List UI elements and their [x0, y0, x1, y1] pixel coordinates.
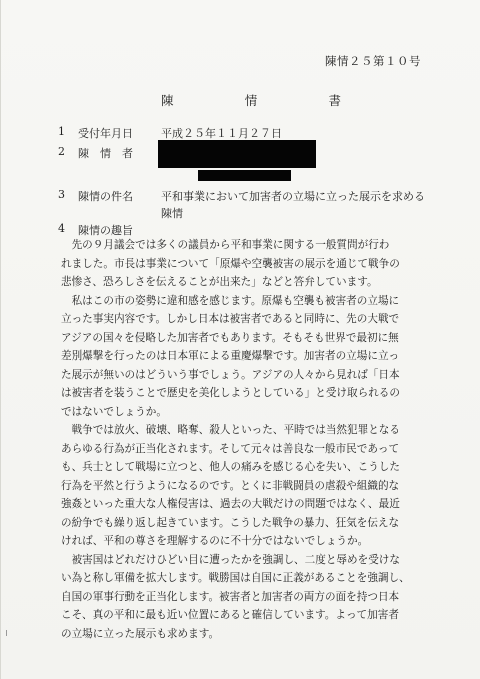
body-line: 差別爆撃を行ったのは日本軍による重慶爆撃です。加害者の立場に立っ [61, 350, 400, 362]
body-line: た展示が無いのはどういう事でしょう。アジアの人々から見れば「日本 [61, 368, 400, 381]
body-line: 被害国はどれだけひどい目に遭ったかを強調し、二度と辱めを受けな [71, 553, 400, 566]
field-label: 陳情の件名 [78, 190, 133, 203]
field-value: 平成２５年１１月２７日 [161, 127, 282, 140]
document-number: 陳情２５第１０号 [325, 54, 421, 68]
body-line: 私はこの市の姿勢に違和感を感じます。原爆も空襲も被害者の立場に [71, 294, 400, 307]
field-value-line: 陳情 [161, 207, 183, 220]
body-line: アジアの国々を侵略した加害者でもあります。そもそも世界で最初に無 [61, 331, 399, 344]
body-line: 戦争では放火、破壊、略奪、殺人といった、平時では当然犯罪となる [71, 424, 400, 436]
title-char: 陳 [161, 93, 174, 108]
redaction-block [158, 140, 316, 168]
body-line: ではないでしょうか。 [61, 405, 167, 418]
margin-mark [6, 630, 7, 636]
field-number: 4 [58, 222, 65, 235]
body-line: こそ、真の平和に最も近い位置にあると確信しています。よって加害者 [61, 609, 399, 621]
body-line: 悲惨さ、恐ろしさを伝えることが出来た」などと答弁しています。 [61, 276, 378, 288]
body-line: も、兵士として戦場に立つと、他人の痛みを感じる心を失い、こうした [61, 461, 400, 473]
title-char: 情 [244, 93, 258, 108]
body-line: あらゆる行為が正当化されます。そして元々は善良な一般市民であって [61, 442, 400, 455]
petition-body [61, 236, 431, 643]
field-label: 陳情の趣旨 [78, 224, 133, 237]
body-line: れました。市長は事業について「原爆や空襲被害の展示を通じて戦争の [61, 257, 400, 270]
body-line: は被害者を装うことで歴史を美化しようとしている」と受け取られるの [61, 387, 400, 399]
field-number: 2 [58, 145, 65, 158]
title-char: 書 [328, 93, 341, 108]
field-label: 陳 情 者 [78, 147, 133, 160]
body-line: 行為を平然と行うようになるのです。とくに非戦闘員の虐殺や組織的な [61, 479, 400, 492]
body-line: 強姦といった重大な人権侵害は、過去の大戦だけの問題ではなく、最近 [61, 498, 400, 510]
body-line: の立場に立った展示も求めます。 [61, 627, 220, 640]
field-value-line: 平和事業において加害者の立場に立った展示を求める [161, 190, 425, 203]
body-line: ければ、平和の尊さを理解するのに不十分ではないでしょうか。 [61, 535, 369, 547]
body-line: の紛争でも繰り返し起きています。こうした戦争の暴力、狂気を伝えな [61, 516, 400, 529]
body-line: 自国の軍事行動を正当化します。被害者と加害者の両方の面を持つ日本 [61, 590, 400, 603]
redaction-block [198, 170, 291, 181]
body-line: 立った事実内容です。しかし日本は被害者であると同時に、先の大戦で [61, 313, 400, 325]
document-title [161, 91, 341, 109]
field-label: 受付年月日 [78, 127, 133, 140]
field-number: 1 [58, 125, 65, 138]
body-line: い為と称し軍備を拡大します。戦勝国は自国に正義があることを強調し、 [61, 572, 410, 584]
field-number: 3 [58, 188, 65, 201]
body-line: 先の９月議会では多くの議員から平和事業に関する一般質問が行わ [71, 239, 390, 251]
